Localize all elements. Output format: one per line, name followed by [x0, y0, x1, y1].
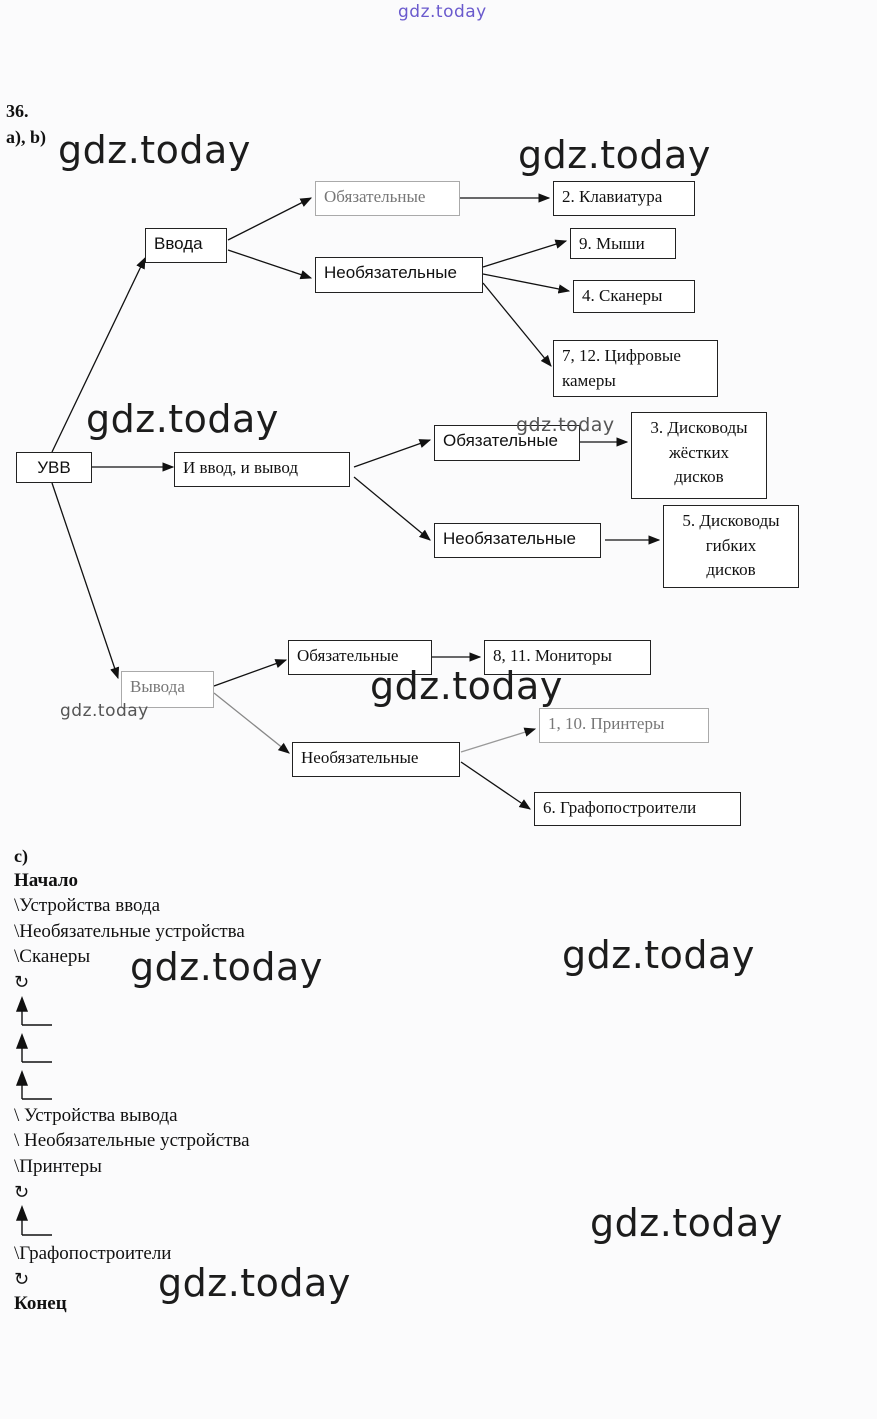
part-c-end: Конец [14, 1293, 67, 1314]
part-c-label: c) [14, 846, 28, 866]
loop-icon-2: ↻ [14, 1182, 30, 1203]
watermark-9: gdz.today [590, 1201, 783, 1245]
arrow-root-output [52, 483, 118, 678]
box-output: Вывода [121, 671, 214, 708]
up-arrow-glyph-4 [17, 1207, 52, 1235]
arrow-input-optional [228, 250, 311, 278]
box-input-optional: Необязательные [315, 257, 483, 293]
watermark-4: gdz.today [516, 414, 615, 436]
arrow-to-printers [461, 729, 535, 752]
box-plotters: 6. Графопостроители [534, 792, 741, 826]
loop-icon-1: ↻ [14, 972, 30, 993]
hdd-line-1: 3. Дисководы [650, 418, 748, 437]
watermark-6: gdz.today [60, 701, 149, 721]
box-input-required: Обязательные [315, 181, 460, 216]
up-arrow-glyph-3 [17, 1072, 52, 1099]
fdd-line-1: 5. Дисководы [682, 511, 780, 530]
part-ab-label: a), b) [6, 127, 46, 147]
box-io-required: Обязательные [434, 425, 580, 461]
box-hard-drives [631, 412, 767, 499]
part-c-line-scanners: \Сканеры [14, 946, 91, 967]
cameras-line-1: 7, 12. Цифровые [562, 346, 681, 365]
watermark-8: gdz.today [562, 933, 755, 977]
arrow-to-cameras [483, 283, 551, 366]
watermark-1: gdz.today [58, 128, 251, 172]
box-input-and-output: И ввод, и вывод [174, 452, 350, 487]
arrow-io-required [354, 440, 430, 467]
watermark-10: gdz.today [158, 1261, 351, 1305]
box-printers: 1, 10. Принтеры [539, 708, 709, 743]
arrow-input-required [228, 198, 311, 240]
part-c-line-output-optional: \ Необязательные устройства [14, 1130, 250, 1151]
box-output-required: Обязательные [288, 640, 432, 675]
part-c-line-plotters: \Графопостроители [14, 1243, 172, 1264]
box-monitors: 8, 11. Мониторы [484, 640, 651, 675]
box-mice: 9. Мыши [570, 228, 676, 259]
watermark-7: gdz.today [130, 945, 323, 989]
box-scanners: 4. Сканеры [573, 280, 695, 313]
box-root-uvv: УВВ [16, 452, 92, 483]
watermark-2: gdz.today [518, 133, 711, 177]
hdd-line-2: жёстких [668, 442, 730, 462]
box-output-optional: Необязательные [292, 742, 460, 777]
arrow-to-scanners [483, 274, 569, 291]
arrow-to-mice [483, 241, 566, 267]
hdd-line-3: дисков [674, 467, 724, 487]
up-arrow-glyph-1 [17, 998, 52, 1025]
watermark-3: gdz.today [86, 397, 279, 441]
loop-icon-3: ↻ [14, 1269, 30, 1290]
arrow-io-optional [354, 477, 430, 540]
box-io-optional: Необязательные [434, 523, 601, 558]
watermark-5: gdz.today [370, 664, 563, 708]
box-keyboard: 2. Клавиатура [553, 181, 695, 216]
part-c-line-output: \ Устройства вывода [14, 1105, 178, 1126]
arrow-to-plotters [461, 762, 530, 809]
box-input: Ввода [145, 228, 227, 263]
part-c-line-input: \Устройства ввода [14, 895, 161, 916]
up-arrow-glyph-2 [17, 1035, 52, 1062]
cameras-line-2: камеры [562, 370, 616, 390]
watermark-top: gdz.today [398, 2, 487, 22]
part-c-start: Начало [14, 870, 79, 891]
part-c-line-printers: \Принтеры [14, 1156, 102, 1177]
box-floppy-drives [663, 505, 799, 588]
fdd-line-2: гибких [705, 535, 757, 555]
arrow-output-required [214, 660, 286, 686]
fdd-line-3: дисков [706, 560, 756, 580]
arrow-output-optional [214, 693, 289, 753]
part-c-line-input-optional: \Необязательные устройства [14, 921, 245, 942]
problem-number: 36. [6, 101, 29, 121]
box-digital-cameras [553, 340, 718, 397]
